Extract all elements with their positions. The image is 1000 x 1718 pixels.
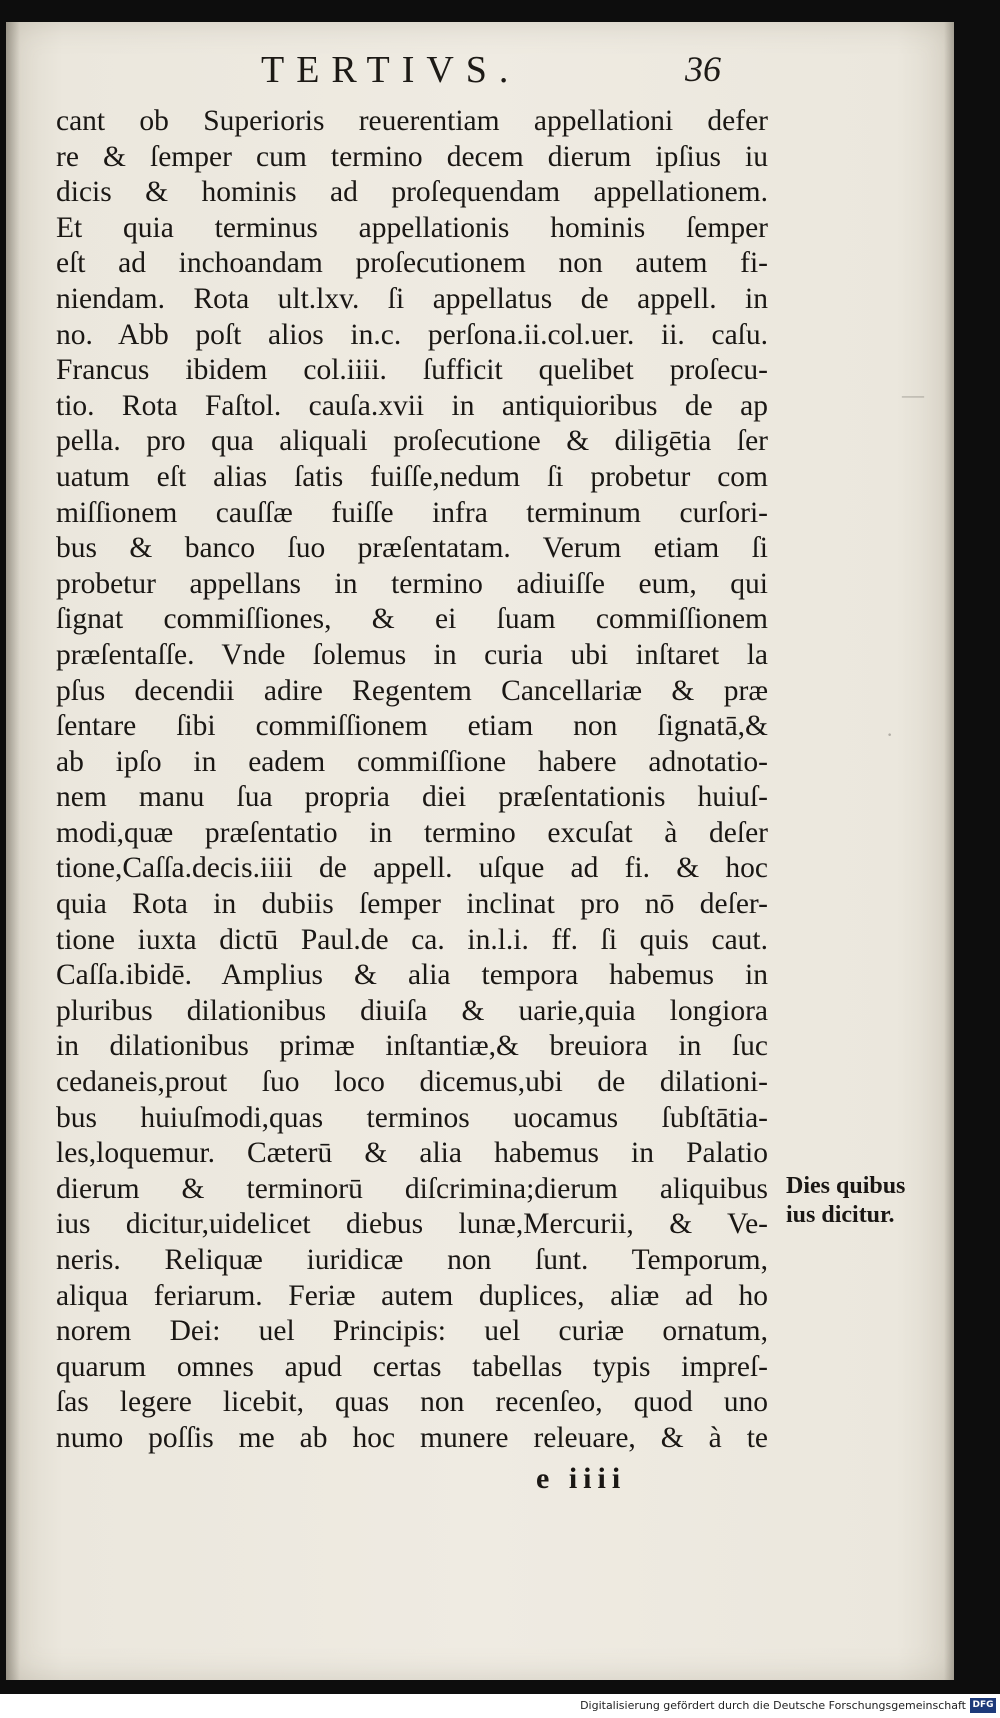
text-line: uatum eſt alias ſatis fuiſſe,nedum ſi probetur com [56,460,768,493]
text-line: no. Abb poſt alios in.c. perſona.ii.col.uer. ii. caſu. [56,318,768,351]
text-line: Francus ibidem col.iiii. ſufficit quelibet proſecu- [56,354,768,387]
text-line: dicis & hominis ad proſequendam appellationem. [56,176,768,209]
text-line: tio. Rota Faſtol. cauſa.xvii in antiquioribus de ap [56,389,768,422]
funding-credit: Digitalisierung gefördert durch die Deutsche Forschungsgemeinschaft [580,1699,966,1712]
text-line: cedaneis,prout ſuo loco dicemus,ubi de dilationi- [56,1066,768,1099]
text-line: cant ob Superioris reuerentiam appellationi defer [56,105,768,137]
text-line: pſus decendii adire Regentem Cancellariæ & præ [56,674,768,707]
text-line: niendam. Rota ult.lxv. ſi appellatus de appell. in [56,282,768,315]
text-line: numo poſſis me ab hoc munere releuare, & à te [56,1421,768,1454]
folio-number: 36 [685,49,721,89]
text-line: præſentaſſe. Vnde ſolemus in curia ubi inſtaret la [56,638,768,671]
text-line: eſt ad inchoandam proſecutionem non autem fi- [56,247,768,280]
marginal-note-line: Dies quibus [786,1173,906,1199]
text-line: dierum & terminorū diſcrimina;dierum aliquibus [56,1172,768,1205]
text-line: ſentare ſibi commiſſionem etiam non ſignatā,& [56,710,768,743]
text-line: tione iuxta dictū Paul.de ca. in.l.i. ff. ſi quis caut. [56,923,768,956]
text-line: quia Rota in dubiis ſemper inclinat pro nō deſer- [56,888,768,921]
text-line: re & ſemper cum termino decem dierum ipſius iu [56,140,768,173]
text-line: norem Dei: uel Principis: uel curiæ ornatum, [56,1315,768,1348]
text-line: bus huiuſmodi,quas terminos uocamus ſubſtātia- [56,1101,768,1134]
running-title: TERTIVS. [261,49,521,91]
text-line: miſſionem cauſſæ fuiſſe infra terminum curſori- [56,496,768,529]
marginal-note [786,1172,946,1230]
show-through-mark: · [886,722,894,747]
show-through-mark: — [902,382,924,407]
text-line: Caſſa.ibidē. Amplius & alia tempora habemus in [56,959,768,992]
digitization-footer [0,1694,1000,1718]
text-line: ius dicitur,uidelicet diebus lunæ,Mercurii, & Ve- [56,1208,768,1241]
text-line: bus & banco ſuo præſentatam. Verum etiam ſi [56,532,768,565]
text-line: aliqua feriarum. Feriæ autem duplices, aliæ ad ho [56,1279,768,1312]
text-line: ſas legere licebit, quas non recenſeo, quod uno [56,1386,768,1419]
dfg-logo-icon: DFG [970,1698,996,1713]
text-line: les,loquemur. Cæterū & alia habemus in Palatio [56,1137,768,1170]
text-line: ab ipſo in eadem commiſſione habere adnotatio- [56,745,768,778]
text-line: probetur appellans in termino adiuiſſe eum, qui [56,567,768,600]
text-line: Et quia terminus appellationis hominis ſemper [56,211,768,244]
book-page [6,22,954,1680]
signature-mark: e iiii [536,1462,627,1495]
text-line: ſignat commiſſiones, & ei ſuam commiſſionem [56,603,768,636]
running-head [261,48,721,98]
text-line: modi,quæ præſentatio in termino excuſat à deſer [56,816,768,849]
text-line: pluribus dilationibus diuiſa & uarie,quia longiora [56,994,768,1027]
text-line: pella. pro qua aliquali proſecutione & diligētia ſer [56,425,768,458]
text-line: in dilationibus primæ inſtantiæ,& breuiora in ſuc [56,1030,768,1063]
main-text-block [56,104,768,1457]
text-line: tione,Caſſa.decis.iiii de appell. uſque ad fi. & hoc [56,852,768,885]
text-line: quarum omnes apud certas tabellas typis impreſ- [56,1350,768,1383]
text-line: neris. Reliquæ iuridicæ non ſunt. Temporum, [56,1244,768,1276]
text-line: nem manu ſua propria diei præſentationis huiuſ- [56,781,768,814]
marginal-note-line: ius dicitur. [786,1202,895,1228]
